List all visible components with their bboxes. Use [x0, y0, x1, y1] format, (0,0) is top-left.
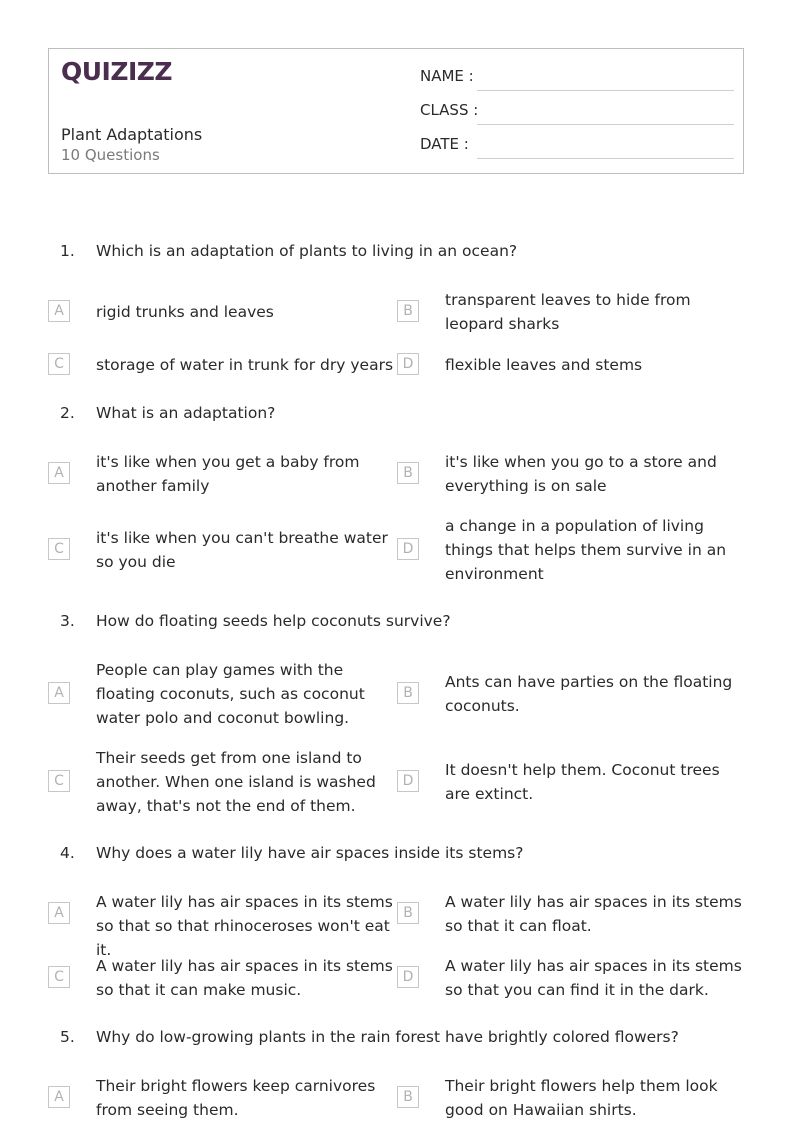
option-text: A water lily has air spaces in its stems so that so that rhinoceroses won't eat it. [96, 893, 393, 959]
option-letter-box[interactable]: B [397, 300, 419, 322]
option-letter-box[interactable]: C [48, 353, 70, 375]
question-count: 10 Questions [61, 146, 160, 164]
date-label: DATE : [420, 135, 469, 153]
class-label: CLASS : [420, 101, 479, 119]
option-text: A water lily has air spaces in its stems so that it can make music. [96, 957, 393, 999]
option-text: People can play games with the floating coconuts, such as coconut water polo and coconut bowling. [96, 661, 365, 727]
option-letter-box[interactable]: D [397, 966, 419, 988]
quizizz-logo: QUIZIZZ [61, 57, 173, 86]
question-number: 5. [60, 1028, 75, 1046]
option-text: Ants can have parties on the floating coconuts. [445, 673, 733, 715]
option-letter-box[interactable]: A [48, 682, 70, 704]
option-letter-box[interactable]: C [48, 966, 70, 988]
question-text: How do floating seeds help coconuts survive? [96, 612, 451, 630]
option-letter-box[interactable]: D [397, 770, 419, 792]
option-text: it's like when you go to a store and everything is on sale [445, 453, 717, 495]
question-text: What is an adaptation? [96, 404, 276, 422]
option-text: Their bright flowers keep carnivores from seeing them. [96, 1077, 376, 1119]
question-number: 1. [60, 242, 75, 260]
question-text: Which is an adaptation of plants to living in an ocean? [96, 242, 518, 260]
question-number: 3. [60, 612, 75, 630]
worksheet-header [48, 48, 744, 174]
name-line [477, 90, 734, 91]
option-text: transparent leaves to hide from leopard sharks [445, 291, 691, 333]
option-letter-box[interactable]: C [48, 770, 70, 792]
question-number: 2. [60, 404, 75, 422]
question-text: Why does a water lily have air spaces inside its stems? [96, 844, 524, 862]
name-label: NAME : [420, 67, 474, 85]
option-letter-box[interactable]: B [397, 902, 419, 924]
option-text: rigid trunks and leaves [96, 303, 274, 321]
option-letter-box[interactable]: D [397, 353, 419, 375]
question-text: Why do low-growing plants in the rain forest have brightly colored flowers? [96, 1028, 679, 1046]
option-text: Their bright flowers help them look good on Hawaiian shirts. [445, 1077, 718, 1119]
option-letter-box[interactable]: A [48, 902, 70, 924]
option-letter-box[interactable]: B [397, 682, 419, 704]
option-text: storage of water in trunk for dry years [96, 356, 394, 374]
question-number: 4. [60, 844, 75, 862]
option-text: it's like when you get a baby from another family [96, 453, 360, 495]
option-text: flexible leaves and stems [445, 356, 643, 374]
worksheet-title: Plant Adaptations [61, 125, 203, 144]
option-letter-box[interactable]: A [48, 1086, 70, 1108]
option-letter-box[interactable]: B [397, 1086, 419, 1108]
option-text: A water lily has air spaces in its stems so that it can float. [445, 893, 742, 935]
option-letter-box[interactable]: C [48, 538, 70, 560]
date-field[interactable] [420, 135, 734, 159]
option-letter-box[interactable]: A [48, 462, 70, 484]
option-letter-box[interactable]: B [397, 462, 419, 484]
name-field[interactable] [420, 67, 734, 91]
class-line [477, 124, 734, 125]
class-field[interactable] [420, 101, 734, 125]
option-text: Their seeds get from one island to another. When one island is washed away, that's not the end of them. [96, 749, 376, 815]
option-letter-box[interactable]: A [48, 300, 70, 322]
option-letter-box[interactable]: D [397, 538, 419, 560]
option-text: a change in a population of living things that helps them survive in an environment [445, 517, 727, 583]
option-text: It doesn't help them. Coconut trees are extinct. [445, 761, 720, 803]
option-text: A water lily has air spaces in its stems so that you can find it in the dark. [445, 957, 742, 999]
date-line [477, 158, 734, 159]
option-text: it's like when you can't breathe water so you die [96, 529, 388, 571]
